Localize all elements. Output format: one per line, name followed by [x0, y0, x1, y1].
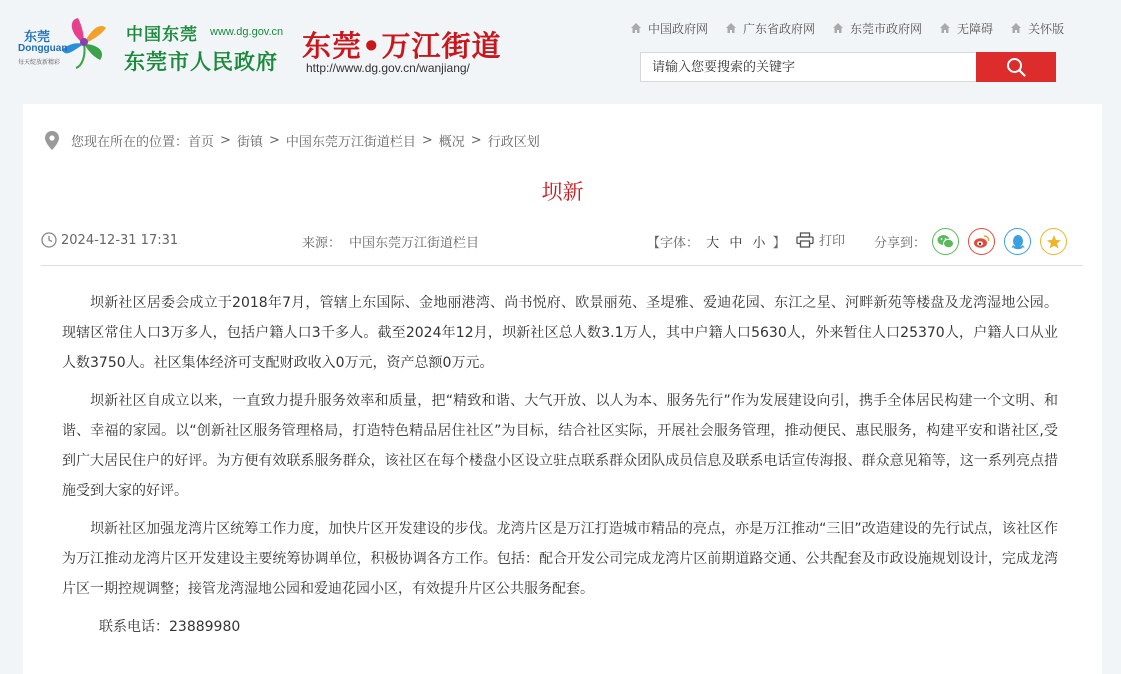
- breadcrumb-prefix: 您现在所在的位置：: [71, 135, 189, 150]
- share-qq-button[interactable]: [1004, 228, 1031, 255]
- breadcrumb-separator: >: [421, 133, 433, 148]
- print-button[interactable]: [796, 230, 845, 249]
- share-bar: [874, 228, 1076, 255]
- link-label: 中国政府网: [648, 21, 709, 36]
- weibo-icon: [973, 234, 990, 249]
- search-icon: [1006, 57, 1026, 77]
- wechat-icon: [937, 234, 954, 249]
- link-label: 广东省政府网: [743, 21, 816, 36]
- paragraph: 坝新社区自成立以来，一直致力提升服务效率和质量，把“精致和谐、大气开放、以人为本、服务先行”作为发展建设向引，携手全体居民构建一个文明、和谐、幸福的家园。以“创新社区服务管理格局，打造特色精品居住社区”为目标，结合社区实际，开展社会服务管理，推动便民、惠民服务，构建平安和谐社区,受到广大居民住户的好评。为方便有效联系服务群众，该社区在每个楼盘小区设立驻点联系群众团队成员信息及联系电话宣传海报、群众意见箱等，这一系列亮点措施受到大家的好评。: [62, 393, 1058, 499]
- article-content: [62, 288, 1058, 642]
- printer-icon: [796, 232, 814, 248]
- breadcrumb-divisions[interactable]: 行政区划: [487, 135, 540, 150]
- gov-name[interactable]: 东莞市人民政府: [124, 50, 278, 74]
- publish-date: [41, 232, 178, 248]
- site-url: http://www.dg.gov.cn/wanjiang/: [306, 61, 470, 75]
- share-weibo-button[interactable]: [968, 228, 995, 255]
- breadcrumb-home[interactable]: 首页: [188, 135, 215, 150]
- font-label: 【字体：: [647, 236, 700, 251]
- breadcrumb-overview[interactable]: 概况: [438, 135, 465, 150]
- clock-icon: [41, 232, 57, 248]
- breadcrumb-separator: >: [220, 133, 231, 148]
- font-medium-button[interactable]: 中: [729, 236, 743, 251]
- article-meta: [41, 230, 1083, 266]
- article-panel: [23, 104, 1102, 674]
- font-large-button[interactable]: 大: [706, 236, 720, 251]
- location-pin-icon: [45, 131, 59, 150]
- source-label: 来源：: [302, 236, 342, 251]
- font-small-button[interactable]: 小: [752, 236, 766, 251]
- print-label: 打印: [819, 234, 846, 249]
- date-text: 2024-12-31 17:31: [61, 232, 179, 248]
- top-links: [630, 19, 1081, 37]
- link-elder-mode[interactable]: [1010, 19, 1064, 37]
- logo-city-cn: 东莞: [24, 30, 51, 45]
- contact-phone: 联系电话：23889980: [99, 619, 241, 635]
- flower-logo-icon: [60, 14, 108, 70]
- home-icon: [630, 22, 642, 34]
- gov-calligraphy: 中国东莞: [126, 25, 198, 45]
- source-value: 中国东莞万江街道栏目: [349, 236, 480, 251]
- share-wechat-button[interactable]: [932, 228, 959, 255]
- site-name[interactable]: 东莞•万江街道: [302, 29, 502, 63]
- font-close: 】: [772, 236, 786, 251]
- share-label: 分享到：: [874, 236, 927, 251]
- paragraph: 坝新社区居委会成立于2018年7月，管辖上东国际、金地丽港湾、尚书悦府、欧景丽苑、圣堤雅、爱迪花园、东江之星、河畔新苑等楼盘及龙湾湿地公园。现辖区常住人口3万多人，包括户籍人口3千多人。截至2024年12月，坝新社区总人数3.1万人，其中户籍人口5630人，外来暂住人口25370人，户籍人口从业人数3750人。社区集体经济可支配财政收入0万元，资产总额0万元。: [62, 295, 1058, 371]
- home-icon: [939, 22, 951, 34]
- share-qzone-button[interactable]: [1040, 228, 1067, 255]
- gov-url: www.dg.gov.cn: [210, 26, 284, 38]
- breadcrumb-towns[interactable]: 街镇: [236, 135, 263, 150]
- breadcrumb-wanjiang-column[interactable]: 中国东莞万江街道栏目: [285, 135, 416, 150]
- link-label: 东莞市政府网: [850, 21, 923, 36]
- link-accessibility[interactable]: [939, 19, 993, 37]
- link-label: 无障碍: [957, 21, 994, 36]
- search-bar: [640, 52, 1056, 82]
- home-icon: [832, 22, 844, 34]
- search-input[interactable]: [640, 52, 976, 82]
- link-guangdong-gov[interactable]: [725, 19, 815, 37]
- home-icon: [1010, 22, 1022, 34]
- home-icon: [725, 22, 737, 34]
- qq-icon: [1011, 234, 1025, 250]
- breadcrumb-separator: >: [268, 133, 280, 148]
- article-title: 坝新: [541, 180, 584, 204]
- logo-city-en: Dongguan: [18, 43, 68, 54]
- font-size-switcher: [647, 232, 786, 251]
- breadcrumb: [45, 131, 540, 150]
- link-china-gov[interactable]: [630, 19, 708, 37]
- link-label: 关怀版: [1028, 21, 1065, 36]
- qzone-icon: [1046, 234, 1062, 250]
- link-dongguan-gov[interactable]: [832, 19, 922, 37]
- logo-slogan: 每天绽放新精彩: [18, 59, 61, 66]
- article-source: [302, 232, 479, 251]
- breadcrumb-separator: >: [470, 133, 482, 148]
- dongguan-logo[interactable]: [18, 14, 123, 72]
- search-button[interactable]: [976, 52, 1056, 82]
- paragraph: 坝新社区加强龙湾片区统筹工作力度，加快片区开发建设的步伐。龙湾片区是万江打造城市精品的亮点，亦是万江推动“三旧”改造建设的先行试点，该社区作为万江推动龙湾片区开发建设主要统筹协调单位，积极协调各方工作。包括：配合开发公司完成龙湾片区前期道路交通、公共配套及市政设施规划设计，完成龙湾片区一期控规调整；接管龙湾湿地公园和爱迪花园小区，有效提升片区公共服务配套。: [62, 521, 1058, 597]
- site-header: [0, 0, 1121, 100]
